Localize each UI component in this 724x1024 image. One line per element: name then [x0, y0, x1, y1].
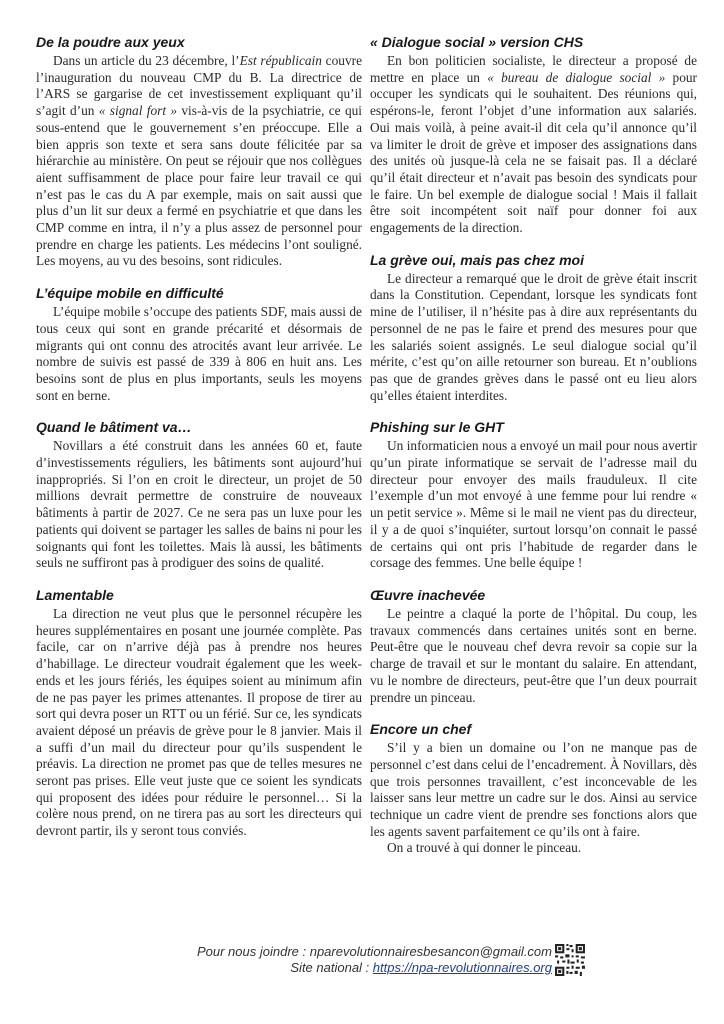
- right-column: [370, 34, 697, 872]
- article-lamentable: [36, 587, 362, 840]
- article-title: Encore un chef: [370, 721, 472, 738]
- contact-line: Pour nous joindre : nparevolutionnairesbesancon@gmail.com: [196, 944, 552, 959]
- article-title: Phishing sur le GHT: [370, 419, 504, 436]
- article-paragraph: On a trouvé à qui donner le pinceau.: [387, 840, 582, 856]
- article-greve: [370, 252, 697, 405]
- footer-contact: [197, 944, 552, 976]
- article-oeuvre-inachevee: [370, 587, 697, 706]
- article-title: « Dialogue social » version CHS: [370, 34, 584, 50]
- article-paragraph: Novillars a été construit dans les années 60 et, faute d’investissements réguliers, les bâtiments sont aujourd’hui inappropriés. Si l’on en croit le directeur, un projet de 50 millions devrait permettre de construire de nouveaux bâtiments à partir de 2027. Ce ne sera pas un luxe pour les patients qui doivent se partager les salles de bains ni pour les soignants qui font les toilettes. Mais là aussi, les bâtiments seuls ne suffiront pas à prodiguer des soins de qualité.: [36, 438, 362, 571]
- left-column: [36, 34, 362, 855]
- article-equipe-mobile: [36, 285, 362, 404]
- article-title: De la poudre aux yeux: [36, 34, 185, 50]
- article-phishing: [370, 419, 697, 572]
- article-paragraph: S’il y a bien un domaine ou l’on ne manque pas de personnel c’est dans celui de l’encadrement. À Novillars, dès que trois personnes travaillent, c’est inconcevable de les laisser sans leur mettre un cadre sur le dos. Ainsi au service technique un cadre vient de prendre ses fonctions alors que les agents savent parfaitement ce qu’ils ont à faire.: [370, 740, 697, 839]
- article-title: Œuvre inachevée: [370, 586, 486, 603]
- article-paragraph: Le peintre a claqué la porte de l’hôpital. Du coup, les travaux commencés dans certaines unités sont en berne. Peut-être que le nouveau chef devra revoir sa copie sur la charge de travail et sur le montant du salaire. En attendant, vu le nombre de directeurs, peut-être que l’un deux pourrait prendre un pinceau.: [370, 605, 697, 705]
- article-paragraph: L’équipe mobile s’occupe des patients SDF, mais aussi de tous ceux qui sont en grande précarité et désormais de migrants qui ont connu des atrocités avant leur arrivée. Le nombre de suivis est passé de 339 à 806 en huit ans. Les besoins sont de plus en plus importants, seuls les moyens sont en berne.: [36, 304, 362, 403]
- site-line: Site national : https://npa-revolutionnaires.org: [290, 960, 552, 975]
- article-title: La grève oui, mais pas chez moi: [370, 251, 584, 268]
- article-encore-un-chef: [370, 721, 697, 857]
- article-dialogue-social: [370, 34, 697, 237]
- article-paragraph: Le directeur a remarqué que le droit de grève était inscrit dans la Constitution. Cependant, lorsque les syndicats font mine de l’utiliser, il n’hésite pas à dire aux représentants du personnel de ne pas le faire et prend des mesures pour que les salariés soient assignés. Le seul dialogue social qu’il mérite, c’est qu’on aille retourner son bureau. Et n’oublions pas que de grandes grèves dans le passé ont eu lieu alors qu’elles étaient interdites.: [370, 270, 697, 403]
- article-title: L’équipe mobile en difficulté: [36, 285, 224, 302]
- qr-code-icon: [555, 944, 585, 976]
- article-paragraph: Un informaticien nous a envoyé un mail pour nous avertir qu’un pirate informatique se servait de l’adresse mail du directeur pour envoyer des mails frauduleux. Il cite l’exemple d’un mot envoyé à une femme pour lui rendre « un petit service ». Même si le mail ne vient pas du directeur, il y a de quoi s’inquiéter, surtout lorsqu’on connait le passé de certains qui ont pris l’habitude de regarder dans le corsage des femmes. Une belle équipe !: [370, 438, 697, 571]
- article-title: Quand le bâtiment va…: [36, 419, 192, 436]
- site-link[interactable]: https://npa-revolutionnaires.org: [372, 960, 552, 975]
- article-paragraph: En bon politicien socialiste, le directeur a proposé de mettre en place un « bureau de dialogue social » pour occuper les syndicats qui le souhaitent. Des réunions qui, espérons-le, feront l’objet d’une information aux salariés. Oui mais voilà, à peine avait-il dit cela qu’il annonce qu’il va limiter le droit de grève et imposer des assignations dans des unités où jusque-là cela ne se faisait pas. Il a déclaré qu’il était directeur et n’avait pas besoin des syndicats pour le faire. Un bel exemple de dialogue social ! Mais il fallait être soit incompétent soit naïf pour donner foi aux engagements de la direction.: [370, 53, 697, 236]
- article-poudre-aux-yeux: [36, 34, 362, 270]
- contact-email[interactable]: nparevolutionnairesbesancon@gmail.com: [309, 944, 552, 959]
- article-batiment: [36, 419, 362, 572]
- article-paragraph: La direction ne veut plus que le personnel récupère les heures supplémentaires en posant une journée complète. Pas facile, car on n’arrive déjà pas à prendre nos heures d’habillage. Le directeur voudrait également que les week-ends et les jours fériés, les équipes soient au minimum afin de ne pas payer les primes attenantes. Il propose de tirer au sort qui devra poser un RTT ou un férié. Sur ce, les syndicats avaient déposé un préavis de grève pour le 8 janvier. Mais il a suffi d’un mail du directeur pour qu’ils suspendent le préavis. La direction ne promet pas que de telles mesures ne seront pas prises. Elle veut juste que ce soient les syndicats qui proposent des idées pour réduire le personnel… Si la colère nous prend, on ne tirera pas au sort les directeurs qui devront partir, ils y seront tous conviés.: [36, 605, 362, 839]
- article-title: Lamentable: [36, 586, 114, 603]
- article-paragraph: Dans un article du 23 décembre, l’Est républicain couvre l’inauguration du nouveau CMP du B. La directrice de l’ARS se gargarise de cet investissement expliquant qu’il s’agit d’un « signal fort » vis-à-vis de la psychiatrie, ce qui sous-entend que le gouvernement s’en préoccupe. Elle a bien appris son texte et sera sans doute félicitée par sa hiérarchie au ministère. On peut se réjouir que nos collègues aient suffisamment de place pour faire leur travail ce qui n’est pas le cas du A par exemple, mais on sait aussi que plus d’un lit sur deux a fermé en psychiatrie et que dans les CMP comme en intra, il n’y a plus assez de personnel pour prendre en charge les patients. Les médecins l’ont souligné. Les moyens, au vu des besoins, sont ridicules.: [36, 53, 362, 269]
